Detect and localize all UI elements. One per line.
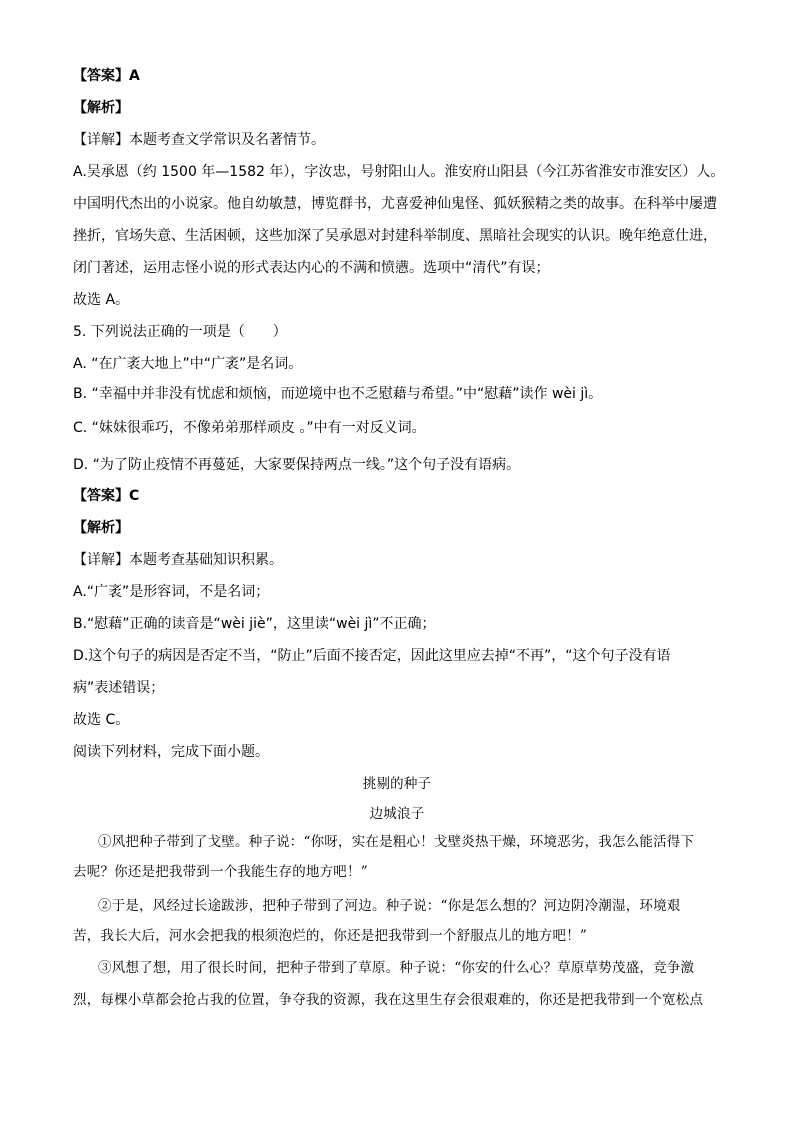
story-paragraph-line: 苦，我长大后，河水会把我的根须泡烂的，你还是把我带到一个舒服点儿的地方吧！” (73, 928, 588, 944)
q5-detail-line: A.“广袤”是形容词，不是名词； (73, 584, 270, 600)
q4-analysis-heading: 【解析】 (73, 100, 129, 116)
story-title: 挑剔的种子 (362, 776, 432, 792)
q4-answer: 【答案】A (73, 68, 140, 84)
story-paragraph-line: 烈，每棵小草都会抢占我的位置，争夺我的资源，我在这里生存会很艰难的，你还是把我带到一个宽松点 (73, 992, 704, 1008)
story-author: 边城浪子 (369, 806, 425, 822)
q5-detail-line: B.“慰藉”正确的读音是“wèi jiè”，这里读“wèi jì”不正确； (73, 616, 436, 632)
story-paragraph-line: ③风想了想，用了很长时间，把种子带到了草原。种子说：“你安的什么心？草原草势茂盛，竞争激 (98, 960, 695, 976)
story-paragraph-line: 去呢？你还是把我带到一个我能生存的地方吧！” (73, 864, 368, 880)
q5-detail-line: D.这个句子的病因是否定不当，“防止”后面不接否定，因此这里应去掉“不再”，“这个句子没有语 (73, 648, 671, 664)
q5-detail-line: 病”表述错误； (73, 680, 165, 696)
q5-option-c: C. “妹妹很乖巧，不像弟弟那样顽皮 。”中有一对反义词。 (73, 420, 426, 436)
q4-detail-line: 中国明代杰出的小说家。他自幼敏慧，博览群书，尤喜爱神仙鬼怪、狐妖猴精之类的故事。在科举中屡遭 (73, 196, 717, 212)
reading-instruction: 阅读下列材料，完成下面小题。 (73, 744, 269, 760)
q5-analysis-heading: 【解析】 (73, 520, 129, 536)
q5-stem: 5. 下列说法正确的一项是（ ） (73, 324, 287, 340)
q5-option-d: D. “为了防止疫情不再蔓延，大家要保持两点一线。”这个句子没有语病。 (73, 457, 521, 473)
q5-conclusion: 故选 C。 (73, 712, 130, 728)
q5-detail-title: 【详解】本题考查基础知识积累。 (73, 552, 283, 568)
q5-option-b: B. “幸福中并非没有忧虑和烦恼，而逆境中也不乏慰藉与希望。”中“慰藉”读作 wèi jì。 (73, 386, 603, 402)
q5-answer: 【答案】C (73, 488, 140, 504)
q4-detail-title: 【详解】本题考查文学常识及名著情节。 (73, 132, 325, 148)
q4-detail-line: 闭门著述，运用志怪小说的形式表达内心的不满和愤懑。选项中“清代”有误； (73, 260, 550, 276)
q4-conclusion: 故选 A。 (73, 292, 130, 308)
q5-option-a: A. “在广袤大地上”中“广袤”是名词。 (73, 356, 303, 372)
story-paragraph-line: ②于是，风经过长途跋涉，把种子带到了河边。种子说：“你是怎么想的？河边阴冷潮湿，环境艰 (98, 898, 681, 914)
q4-detail-line: A.吴承恩（约 1500 年—1582 年），字汝忠，号射阳山人。淮安府山阳县（今江苏省淮安市淮安区）人。 (73, 164, 725, 180)
story-paragraph-line: ①风把种子带到了戈壁。种子说：“你呀，实在是粗心！戈壁炎热干燥，环境恶劣，我怎么能活得下 (98, 834, 695, 850)
q4-detail-line: 挫折，官场失意、生活困顿，这些加深了吴承恩对封建科举制度、黑暗社会现实的认识。晚年绝意仕进， (73, 228, 717, 244)
